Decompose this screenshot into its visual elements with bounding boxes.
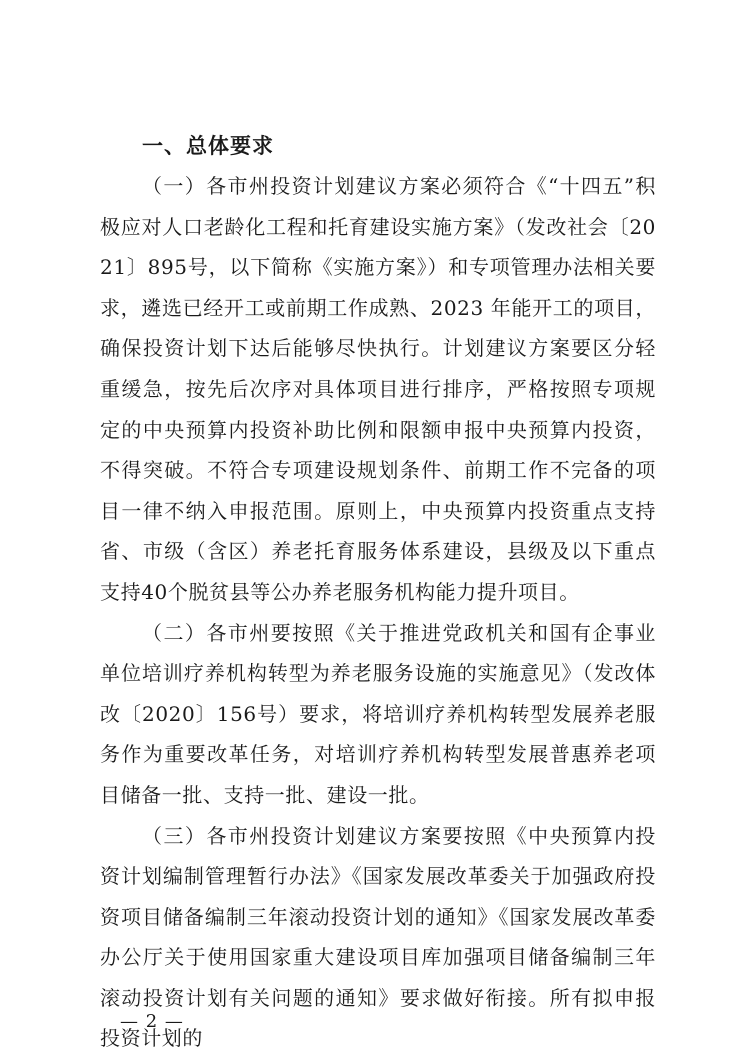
section-heading: 一、总体要求 (142, 134, 274, 158)
page-number: — 2 — (120, 1011, 184, 1032)
paragraph-3: （三）各市州投资计划建议方案要按照《中央预算内投资计划编制管理暂行办法》《国家发展改革委关于加强政府投资项目储备编制三年滚动投资计划的通知》《国家发展改革委办公厅关于使用国家重大建设项目库加强项目储备编制三年滚动投资计划有关问题的通知》要求做好衔接。所有拟申报投资计划的 (100, 823, 656, 1051)
paragraph-1: （一）各市州投资计划建议方案必须符合《“十四五”积极应对人口老龄化工程和托育建设实施方案》（发改社会〔2021〕895号，以下简称《实施方案》）和专项管理办法相关要求，遴选已经开工或前期工作成熟、2023 年能开工的项目，确保投资计划下达后能够尽快执行。计划建议方案要区分轻重缓急，按先后次序对具体项目进行排序，严格按照专项规定的中央预算内投资补助比例和限额申报中央预算内投资，不得突破。不符合专项建设规划条件、前期工作不完备的项目一律不纳入申报范围。原则上，中央预算内投资重点支持省、市级（含区）养老托育服务体系建设，县级及以下重点支持40个脱贫县等公办养老服务机构能力提升项目。 (100, 174, 656, 604)
document-body (100, 126, 656, 1059)
paragraph-2: （二）各市州要按照《关于推进党政机关和国有企事业单位培训疗养机构转型为养老服务设施的实施意见》（发改体改〔2020〕156号）要求，将培训疗养机构转型发展养老服务作为重要改革任务，对培训疗养机构转型发展普惠养老项目储备一批、支持一批、建设一批。 (100, 620, 656, 807)
